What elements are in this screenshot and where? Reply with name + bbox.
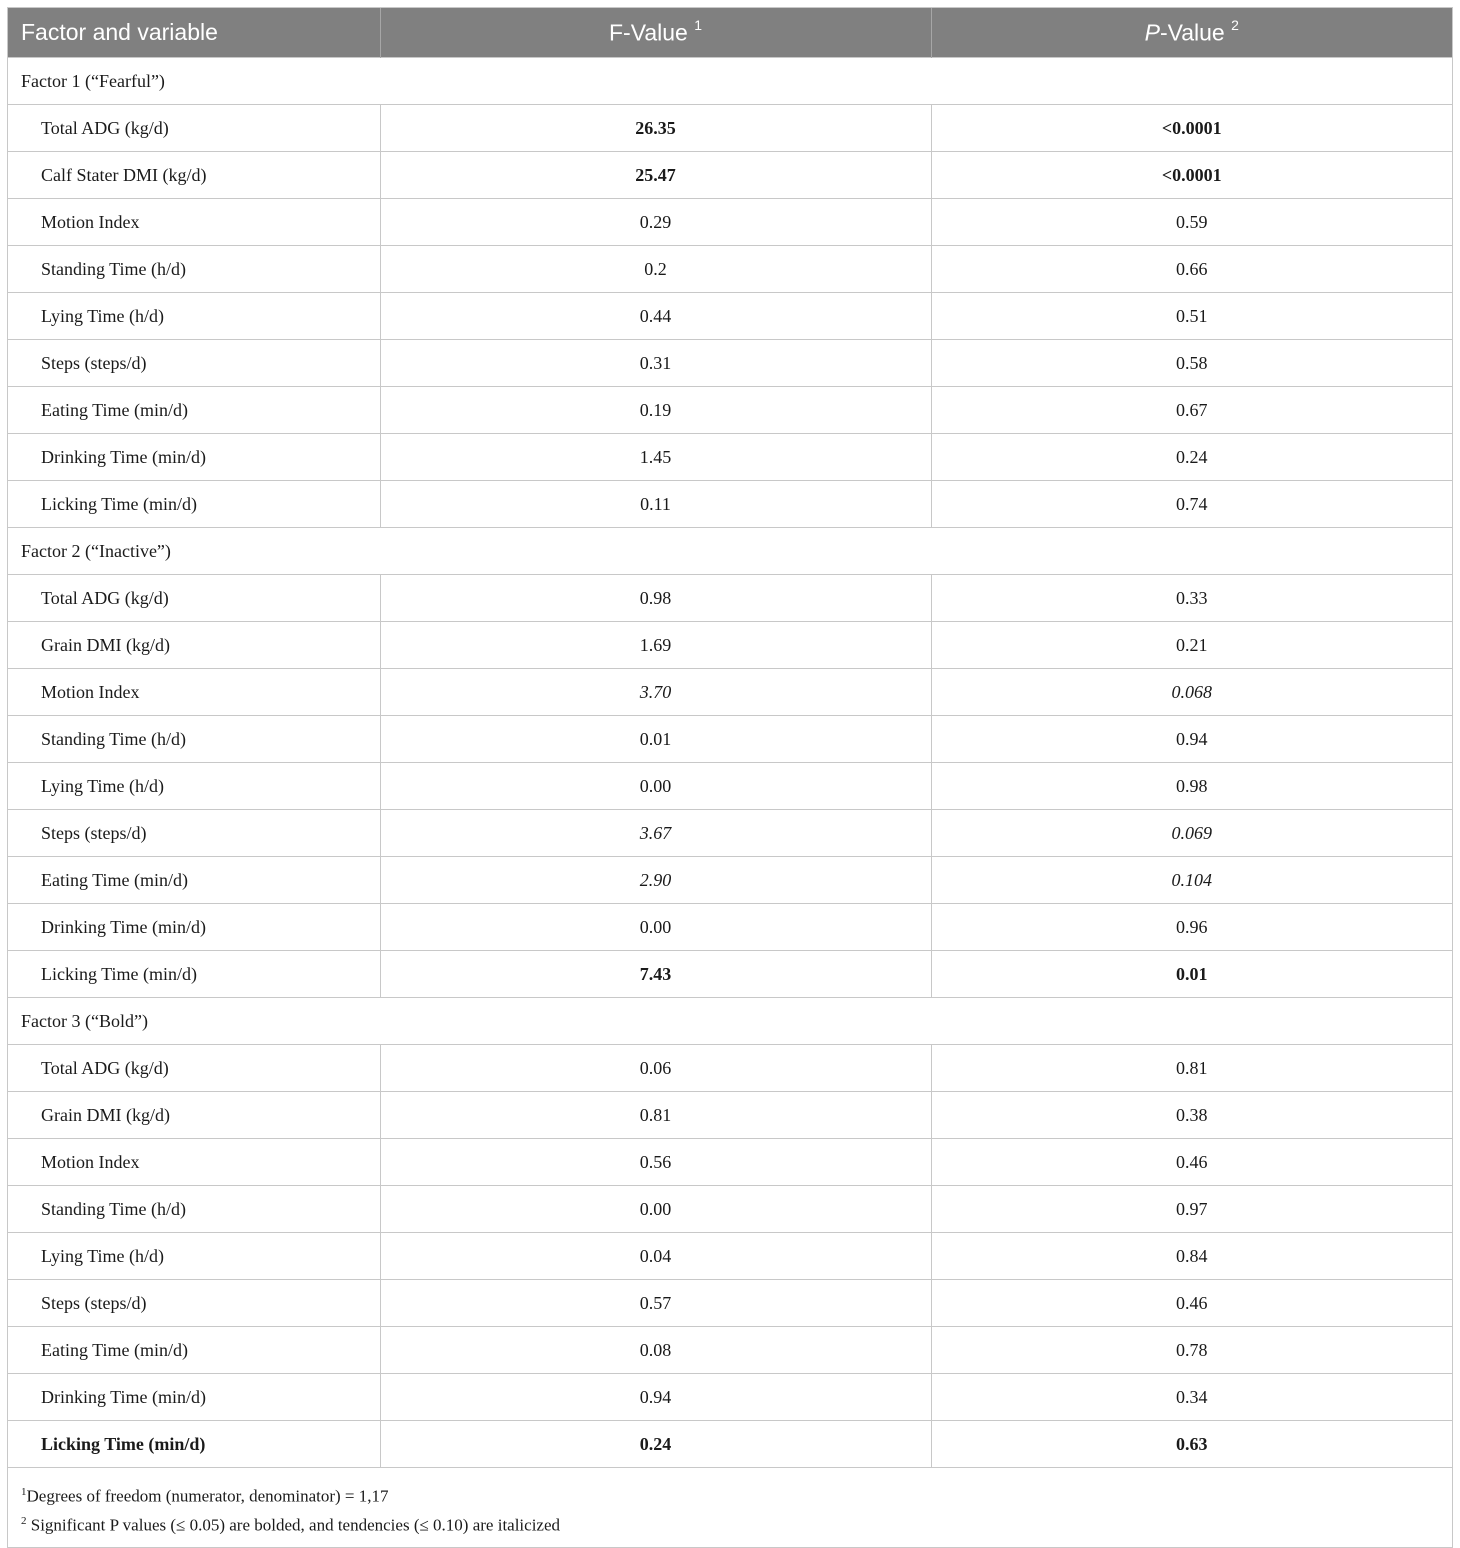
variable-name-cell: Standing Time (h/d) xyxy=(8,716,380,763)
anova-table-container xyxy=(7,7,1453,1548)
p-value-cell: 0.34 xyxy=(931,1374,1452,1421)
header-f-value-label: F-Value xyxy=(608,19,688,46)
p-value-cell: 0.78 xyxy=(931,1327,1452,1374)
f-value-cell: 0.81 xyxy=(380,1092,931,1139)
p-value-cell: 0.24 xyxy=(931,434,1452,481)
f-value-cell: 2.90 xyxy=(380,857,931,904)
variable-name-cell: Steps (steps/d) xyxy=(8,810,380,857)
p-value-cell: 0.94 xyxy=(931,716,1452,763)
table-row xyxy=(8,434,1452,481)
f-value-cell: 0.19 xyxy=(380,387,931,434)
p-value-cell: 0.96 xyxy=(931,904,1452,951)
f-value-cell: 0.57 xyxy=(380,1280,931,1327)
table-row xyxy=(8,857,1452,904)
p-value-cell: 0.66 xyxy=(931,246,1452,293)
f-value-cell: 0.2 xyxy=(380,246,931,293)
variable-name-cell: Drinking Time (min/d) xyxy=(8,904,380,951)
table-row xyxy=(8,575,1452,622)
f-value-cell: 0.44 xyxy=(380,293,931,340)
f-value-cell: 3.67 xyxy=(380,810,931,857)
table-row xyxy=(8,763,1452,810)
p-value-cell: <0.0001 xyxy=(931,105,1452,152)
table-body xyxy=(8,58,1452,1468)
variable-name-cell: Licking Time (min/d) xyxy=(8,481,380,528)
p-value-cell: 0.46 xyxy=(931,1139,1452,1186)
p-value-cell: 0.21 xyxy=(931,622,1452,669)
f-value-cell: 0.98 xyxy=(380,575,931,622)
f-value-cell: 0.00 xyxy=(380,763,931,810)
footnote-2-text: Significant P values (≤ 0.05) are bolded, and tendencies (≤ 0.10) are italicized xyxy=(26,1515,561,1535)
footnote-cell xyxy=(8,1468,1452,1548)
factor-group-row xyxy=(8,528,1452,575)
table-row xyxy=(8,669,1452,716)
variable-name-cell: Steps (steps/d) xyxy=(8,1280,380,1327)
f-value-cell: 1.45 xyxy=(380,434,931,481)
table-row xyxy=(8,387,1452,434)
p-value-cell: 0.59 xyxy=(931,199,1452,246)
table-row xyxy=(8,105,1452,152)
header-p-italic: P xyxy=(1144,19,1160,46)
header-p-value-footnote-mark: 2 xyxy=(1231,16,1239,33)
variable-name-cell: Licking Time (min/d) xyxy=(8,951,380,998)
table-row xyxy=(8,1280,1452,1327)
p-value-cell: 0.67 xyxy=(931,387,1452,434)
p-value-cell: 0.63 xyxy=(931,1421,1452,1468)
f-value-cell: 0.31 xyxy=(380,340,931,387)
table-row xyxy=(8,810,1452,857)
f-value-cell: 0.01 xyxy=(380,716,931,763)
f-value-cell: 0.00 xyxy=(380,904,931,951)
table-header xyxy=(8,8,1452,58)
p-value-cell: 0.33 xyxy=(931,575,1452,622)
table-row xyxy=(8,716,1452,763)
variable-name-cell: Drinking Time (min/d) xyxy=(8,1374,380,1421)
table-row xyxy=(8,1374,1452,1421)
p-value-cell: 0.97 xyxy=(931,1186,1452,1233)
header-p-value-label: -Value xyxy=(1159,19,1225,46)
table-row xyxy=(8,904,1452,951)
table-row xyxy=(8,622,1452,669)
f-value-cell: 0.94 xyxy=(380,1374,931,1421)
variable-name-cell: Motion Index xyxy=(8,1139,380,1186)
factor-group-label: Factor 3 (“Bold”) xyxy=(8,998,1452,1045)
p-value-cell: 0.51 xyxy=(931,293,1452,340)
p-value-cell: 0.84 xyxy=(931,1233,1452,1280)
f-value-cell: 7.43 xyxy=(380,951,931,998)
table-row xyxy=(8,1421,1452,1468)
f-value-cell: 0.11 xyxy=(380,481,931,528)
variable-name-cell: Lying Time (h/d) xyxy=(8,763,380,810)
p-value-cell: 0.104 xyxy=(931,857,1452,904)
f-value-cell: 0.04 xyxy=(380,1233,931,1280)
table-row xyxy=(8,951,1452,998)
variable-name-cell: Grain DMI (kg/d) xyxy=(8,622,380,669)
table-row xyxy=(8,481,1452,528)
factor-group-label: Factor 1 (“Fearful”) xyxy=(8,58,1452,105)
factor-group-row xyxy=(8,58,1452,105)
variable-name-cell: Lying Time (h/d) xyxy=(8,1233,380,1280)
variable-name-cell: Licking Time (min/d) xyxy=(8,1421,380,1468)
f-value-cell: 26.35 xyxy=(380,105,931,152)
variable-name-cell: Total ADG (kg/d) xyxy=(8,105,380,152)
table-footnotes xyxy=(8,1468,1452,1548)
variable-name-cell: Drinking Time (min/d) xyxy=(8,434,380,481)
p-value-cell: 0.81 xyxy=(931,1045,1452,1092)
p-value-cell: 0.069 xyxy=(931,810,1452,857)
variable-name-cell: Standing Time (h/d) xyxy=(8,246,380,293)
p-value-cell: 0.98 xyxy=(931,763,1452,810)
f-value-cell: 25.47 xyxy=(380,152,931,199)
f-value-cell: 0.24 xyxy=(380,1421,931,1468)
table-row xyxy=(8,1139,1452,1186)
variable-name-cell: Grain DMI (kg/d) xyxy=(8,1092,380,1139)
variable-name-cell: Eating Time (min/d) xyxy=(8,387,380,434)
header-f-value xyxy=(380,8,931,58)
table-row xyxy=(8,199,1452,246)
variable-name-cell: Standing Time (h/d) xyxy=(8,1186,380,1233)
table-row xyxy=(8,1045,1452,1092)
header-p-value xyxy=(931,8,1452,58)
header-factor-variable: Factor and variable xyxy=(8,8,380,58)
factor-group-label: Factor 2 (“Inactive”) xyxy=(8,528,1452,575)
table-row xyxy=(8,152,1452,199)
variable-name-cell: Eating Time (min/d) xyxy=(8,857,380,904)
footnote-1-text: Degrees of freedom (numerator, denominator) = 1,17 xyxy=(26,1486,389,1506)
variable-name-cell: Calf Stater DMI (kg/d) xyxy=(8,152,380,199)
variable-name-cell: Motion Index xyxy=(8,199,380,246)
table-row xyxy=(8,1327,1452,1374)
f-value-cell: 0.00 xyxy=(380,1186,931,1233)
p-value-cell: 0.01 xyxy=(931,951,1452,998)
variable-name-cell: Eating Time (min/d) xyxy=(8,1327,380,1374)
header-f-value-footnote-mark: 1 xyxy=(694,16,702,33)
footnote-2-mark: 2 xyxy=(21,1514,27,1527)
table-row xyxy=(8,1092,1452,1139)
f-value-cell: 0.08 xyxy=(380,1327,931,1374)
header-row xyxy=(8,8,1452,58)
p-value-cell: 0.068 xyxy=(931,669,1452,716)
table-row xyxy=(8,340,1452,387)
p-value-cell: <0.0001 xyxy=(931,152,1452,199)
factor-group-row xyxy=(8,998,1452,1045)
footnote-1 xyxy=(21,1480,1439,1509)
table-row xyxy=(8,1233,1452,1280)
f-value-cell: 0.29 xyxy=(380,199,931,246)
footnote-2 xyxy=(21,1509,1439,1538)
table-row xyxy=(8,246,1452,293)
f-value-cell: 0.56 xyxy=(380,1139,931,1186)
f-value-cell: 3.70 xyxy=(380,669,931,716)
p-value-cell: 0.58 xyxy=(931,340,1452,387)
p-value-cell: 0.38 xyxy=(931,1092,1452,1139)
table-row xyxy=(8,293,1452,340)
footnote-1-mark: 1 xyxy=(21,1486,27,1498)
variable-name-cell: Total ADG (kg/d) xyxy=(8,575,380,622)
variable-name-cell: Lying Time (h/d) xyxy=(8,293,380,340)
variable-name-cell: Steps (steps/d) xyxy=(8,340,380,387)
variable-name-cell: Total ADG (kg/d) xyxy=(8,1045,380,1092)
f-value-cell: 0.06 xyxy=(380,1045,931,1092)
p-value-cell: 0.74 xyxy=(931,481,1452,528)
p-value-cell: 0.46 xyxy=(931,1280,1452,1327)
anova-table xyxy=(8,8,1452,1547)
variable-name-cell: Motion Index xyxy=(8,669,380,716)
table-row xyxy=(8,1186,1452,1233)
footnote-row xyxy=(8,1468,1452,1548)
f-value-cell: 1.69 xyxy=(380,622,931,669)
